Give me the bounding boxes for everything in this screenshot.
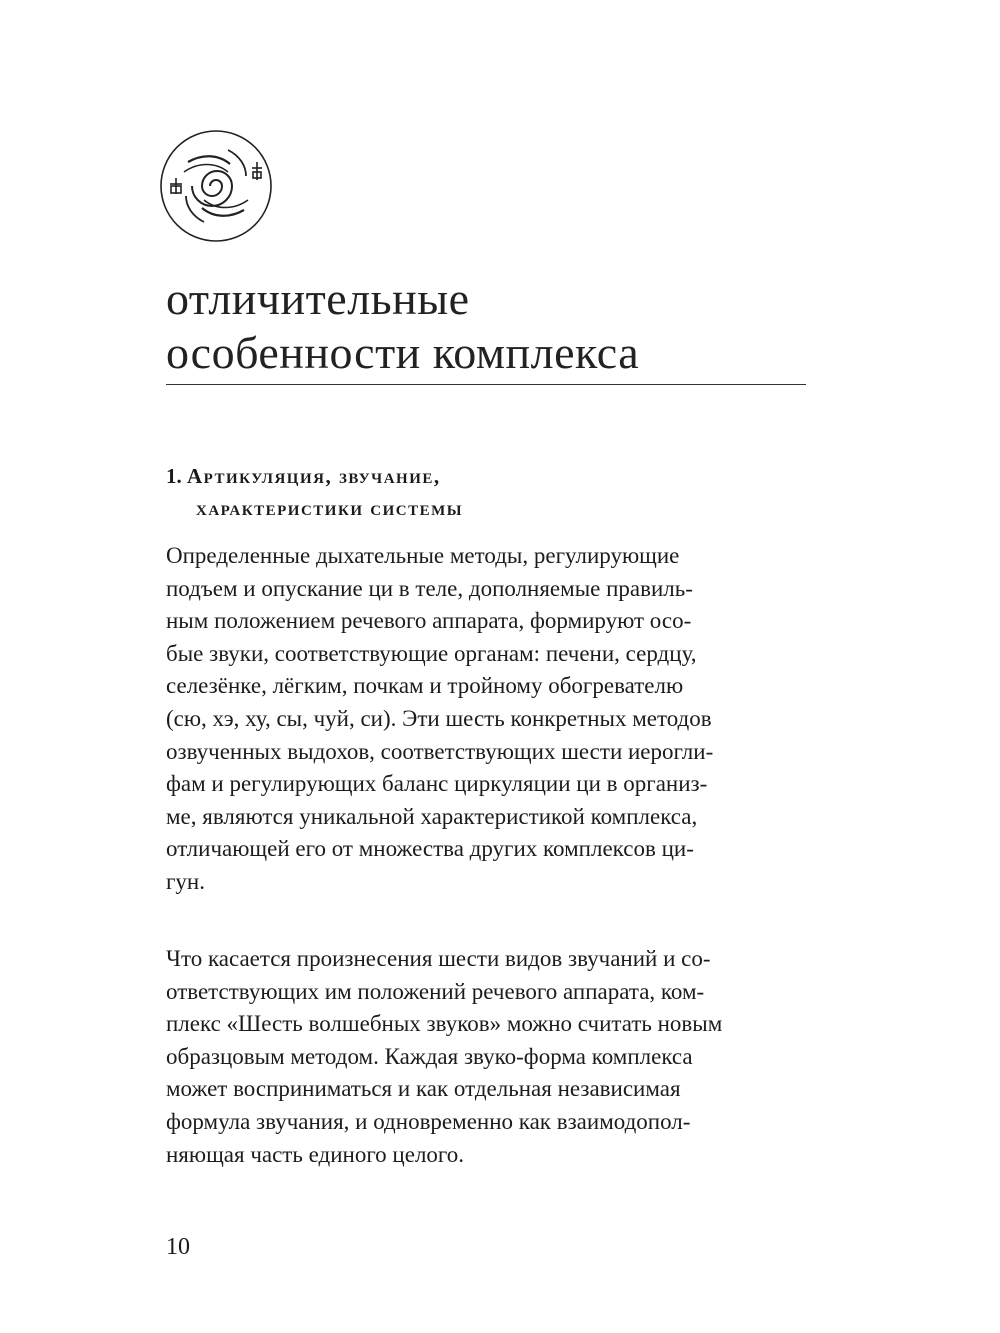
paragraph-line: ответствующих им положений речевого аппарата, ком- <box>166 978 705 1004</box>
paragraph-line: Что касается произнесения шести видов звучаний и со- <box>166 946 711 971</box>
section-title-second: характеристики системы <box>196 496 463 520</box>
paragraph-line: бые звуки, соответствующие органам: печени, сердцу, <box>166 640 697 666</box>
paragraph-line: фам и регулирующих баланс циркуляции ци в организ- <box>166 771 708 797</box>
paragraph-1 <box>166 540 816 899</box>
paragraph-line: (сю, хэ, ху, сы, чуй, си). Эти шесть конкретных методов <box>166 705 712 731</box>
paragraph-line: может восприниматься и как отдельная независимая <box>166 1076 681 1102</box>
paragraph-line: ным положением речевого аппарата, формируют осо- <box>166 608 692 634</box>
paragraph-line: плекс «Шесть волшебных звуков» можно считать новым <box>166 1011 723 1037</box>
chapter-title-line-1: отличительные <box>166 273 470 324</box>
qigong-swirl-emblem-icon <box>158 128 274 244</box>
paragraph-line: образцовым методом. Каждая звуко-форма комплекса <box>166 1043 693 1069</box>
paragraph-line: ме, являются уникальной характеристикой комплекса, <box>166 803 698 829</box>
chapter-title-line-2: особенности комплекса <box>166 327 640 378</box>
paragraph-line: формула звучания, и одновременно как взаимодопол- <box>166 1108 691 1134</box>
section-number: 1. <box>166 464 182 488</box>
paragraph-2 <box>166 943 816 1171</box>
section-heading <box>166 460 806 524</box>
title-divider <box>166 384 806 385</box>
paragraph-line: селезёнке, лёгким, почкам и тройному обогревателю <box>166 673 684 699</box>
paragraph-line: озвученных выдохов, соответствующих шести иерогли- <box>166 738 714 764</box>
chapter-title <box>166 272 826 380</box>
paragraph-line: Определенные дыхательные методы, регулирующие <box>166 543 680 568</box>
paragraph-line: гун. <box>166 868 205 894</box>
page-number: 10 <box>166 1234 190 1260</box>
paragraph-line: няющая часть единого целого. <box>166 1141 465 1167</box>
paragraph-line: отличающей его от множества других комплексов ци- <box>166 836 694 862</box>
section-title-first: Артикуляция, звучание, <box>187 464 441 488</box>
paragraph-line: подъем и опускание ци в теле, дополняемые правиль- <box>166 575 693 601</box>
